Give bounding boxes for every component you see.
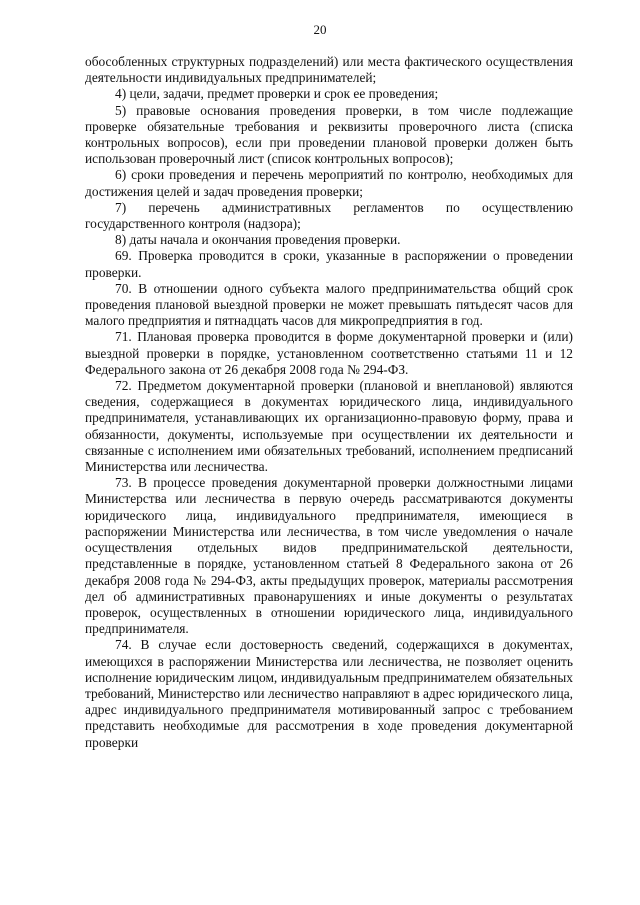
list-item-7: 7) перечень административных регламентов по осуществлению государственного контроля (надзора); [85, 199, 573, 232]
clause-71: 71. Плановая проверка проводится в форме документарной проверки и (или) выездной проверки в порядке, установленном соответственно статьями 11 и 12 Федерального закона от 26 декабря 2008 года № 294-ФЗ. [85, 329, 573, 377]
clause-74: 74. В случае если достоверность сведений, содержащихся в документах, имеющихся в распоряжении Министерства или лесничества, не позволяет оценить исполнение юридическим лицом, индивидуальным предпринимателем обязательных требований, Министерство или лесничество направляют в адрес юридического лица, адрес индивидуального предпринимателя мотивированный запрос с требованием представить необходимые для рассмотрения в ходе проведения документарной проверки [85, 637, 573, 750]
list-item-5: 5) правовые основания проведения проверки, в том числе подлежащие проверке обязательные требования и реквизиты проверочного листа (списка контрольных вопросов), если при проведении плановой проверки должен быть использован проверочный лист (список контрольных вопросов); [85, 102, 573, 167]
page-number: 20 [313, 22, 327, 37]
clause-73: 73. В процессе проведения документарной проверки должностными лицами Министерства или лесничества в первую очередь рассматриваются документы юридического лица, индивидуального предпринимателя, имеющиеся в распоряжении Министерства или лесничества, в том числе уведомления о начале осуществления отдельных видов предпринимательской деятельности, представленные в порядке, установленном статьей 8 Федерального закона от 26 декабря 2008 года № 294-ФЗ, акты предыдущих проверок, материалы рассмотрения дел об административных правонарушениях и иные документы о результатах проверок, осуществленных в отношении юридического лица, индивидуального предпринимателя. [85, 475, 573, 637]
clause-70: 70. В отношении одного субъекта малого предпринимательства общий срок проведения плановой выездной проверки не может превышать пятьдесят часов для малого предприятия и пятнадцать часов для микропредприятия в год. [85, 280, 573, 329]
list-item-4: 4) цели, задачи, предмет проверки и срок ее проведения; [115, 86, 439, 102]
list-item-8: 8) даты начала и окончания проведения проверки. [115, 232, 401, 248]
clause-69: 69. Проверка проводится в сроки, указанные в распоряжении о проведении проверки. [85, 248, 573, 280]
document-body [85, 54, 573, 751]
clause-72: 72. Предметом документарной проверки (плановой и внеплановой) являются сведения, содержащиеся в документах юридического лица, индивидуального предпринимателя, устанавливающих их организационно-правовую форму, права и обязанности, документы, используемые при осуществлении их деятельности и связанные с исполнением ими обязательных требований, исполнением предписаний Министерства или лесничества. [85, 378, 573, 475]
paragraph-continuation: обособленных структурных подразделений) или места фактического осуществления деятельности индивидуальных предпринимателей; [85, 54, 573, 86]
list-item-6: 6) сроки проведения и перечень мероприятий по контролю, необходимых для достижения целей и задач проведения проверки; [85, 167, 573, 199]
